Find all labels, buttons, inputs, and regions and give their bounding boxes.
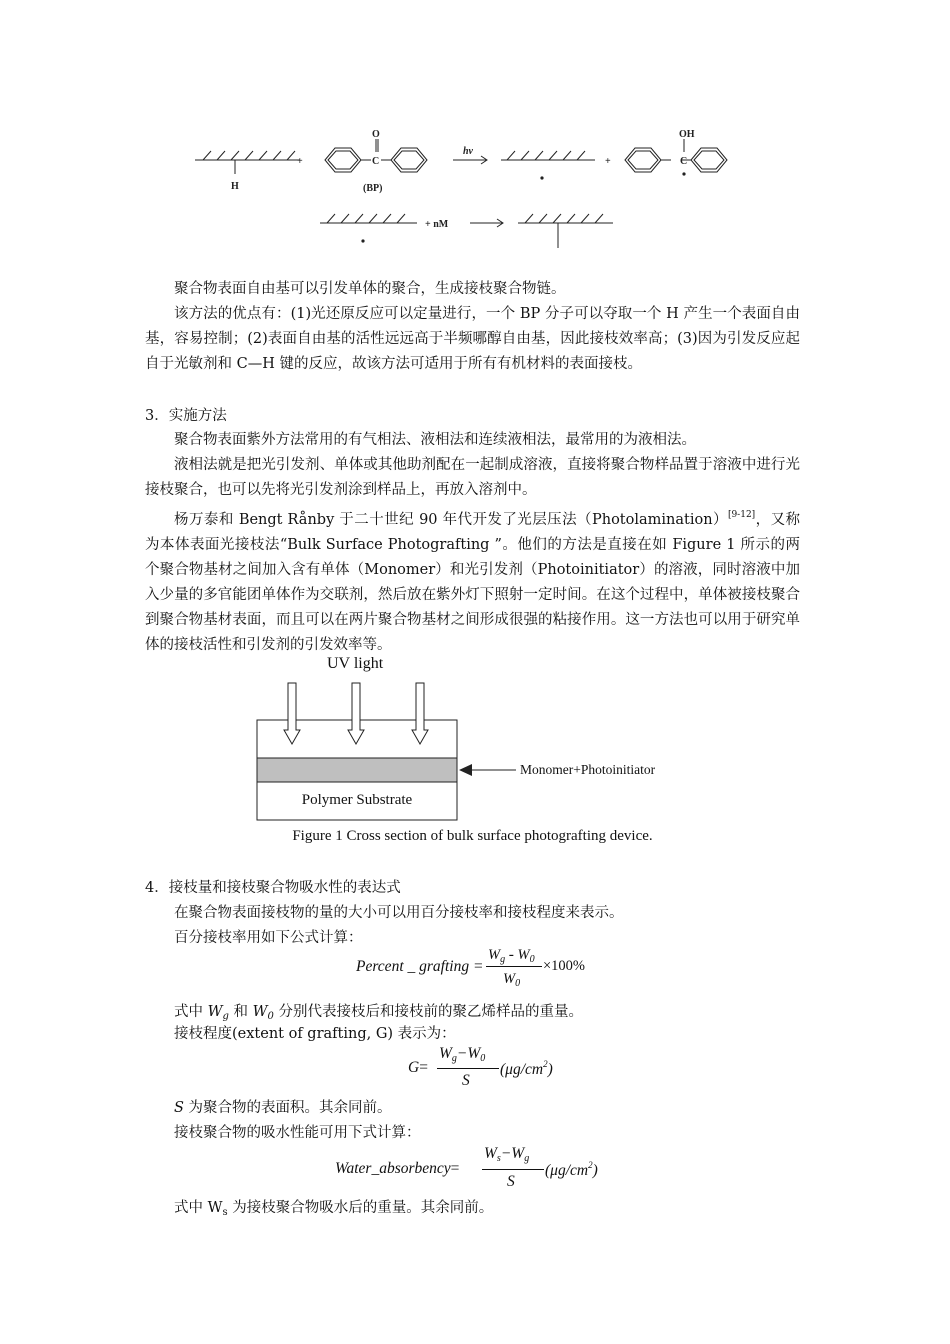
photolamination-text-a: 杨万泰和 Bengt Rånby 于二十世纪 90 年代开发了光层压法（Photolamination） [174, 512, 728, 528]
atom-h: H [231, 181, 239, 192]
surface-radical-dot [540, 176, 543, 179]
eq2-lhs: G= [408, 1059, 428, 1076]
section-heading-4: 4．接枝量和接枝聚合物吸水性的表达式 [145, 880, 401, 896]
surface-area-definition: S 为聚合物的表面积。其余同前。 [174, 1100, 392, 1116]
monomer-photoinitiator-label: Monomer+Photoinitiator [520, 762, 656, 777]
hv-label: hν [463, 146, 473, 157]
eq2-unit: $(\mu g/cm^2)$ [500, 1059, 553, 1078]
atom-oh: OH [679, 129, 695, 140]
photolamination-text-b: ，又称为本体表面光接枝法“Bulk Surface Photografting ”。他们的方法是直接在如 Figure 1 所示的两个聚合物基材之间加入含有单体（Monomer）和光引发剂（Photoinitiator）的溶液，同时溶液中加入少量的多官能团单体作为交联剂，然后放在紫外灯下照射一定时间。在这个过程中，单体被接枝聚合到聚合物基材表面，而且可以在两片聚合物基材之间形成很强的粘接作用。这一方法也可以用于研究单体的接枝活性和引发剂的引发效率等。 [145, 512, 801, 653]
weight-definition-text: 式中 $W_g$ 和 $W_0$ 分别代表接枝后和接枝前的聚乙烯样品的重量。 [174, 1004, 584, 1022]
monomer-label: + nM [425, 219, 449, 230]
uv-arrow-1 [284, 683, 300, 744]
uv-arrow-3 [412, 683, 428, 744]
eq1-lhs: Percent _ grafting [356, 958, 470, 975]
eq3-lhs: Water_absorbency= [335, 1160, 460, 1177]
surface-hatching-3 [327, 214, 405, 223]
ketyl-radical-dot [682, 172, 685, 175]
figure-1-caption: Figure 1 Cross section of bulk surface photografting device. [292, 828, 653, 844]
paragraph-radical-polymerization: 聚合物表面自由基可以引发单体的聚合，生成接枝聚合物链。 [174, 281, 566, 297]
paragraph-photolamination [145, 503, 800, 658]
surface-hatching-2 [507, 151, 585, 160]
monomer-pointer-head [459, 764, 472, 776]
atom-o: O [372, 129, 380, 140]
water-absorbency-intro: 接枝聚合物的吸水性能可用下式计算： [174, 1125, 421, 1141]
polymer-substrate-label: Polymer Substrate [301, 792, 413, 808]
eq2-denominator: S [462, 1072, 470, 1089]
benzene-ring-2-inner [394, 151, 424, 169]
benzene-ring-2 [391, 148, 427, 172]
uv-light-label: UV light [327, 655, 384, 672]
citation-ref[interactable]: [9-12] [727, 510, 756, 520]
benzene-ring-4-inner [694, 151, 724, 169]
eq3-fraction-bar [482, 1169, 544, 1170]
eq1-equals: = [474, 958, 483, 975]
paragraph-liquid-phase: 液相法就是把光引发剂、单体或其他助剂配在一起制成溶液，直接将聚合物样品置于溶液中进行光接枝聚合，也可以先将光引发剂涂到样品上，再放入溶剂中。 [145, 457, 800, 498]
eq1-fraction-bar [486, 966, 542, 967]
grafting-amount-text: 在聚合物表面接枝物的量的大小可以用百分接枝率和接枝程度来表示。 [174, 905, 624, 921]
extent-of-grafting-intro: 接枝程度(extent of grafting, G) 表示为： [174, 1026, 456, 1042]
monomer-layer [257, 758, 457, 782]
benzene-ring-1 [325, 148, 361, 172]
uv-arrow-2 [348, 683, 364, 744]
photoreduction-reaction-scheme [185, 118, 765, 258]
eq3-unit: $(\mu g/cm^2)$ [545, 1160, 598, 1179]
benzene-ring-4 [691, 148, 727, 172]
atom-c-carbonyl: C [372, 156, 380, 167]
surface-hatching-4 [525, 214, 603, 223]
eq3-numerator: $W_s-W_g$ [484, 1145, 530, 1164]
eq1-numerator: $W_g - W_0$ [488, 946, 535, 965]
benzene-ring-3-inner [628, 151, 658, 169]
benzene-ring-3 [625, 148, 661, 172]
section-heading-3: 3．实施方法 [145, 408, 227, 424]
surface-hatching-1 [203, 151, 295, 160]
eq2-fraction-bar [437, 1068, 499, 1069]
plus-sign-1: + [297, 156, 303, 167]
surface-radical-dot-2 [361, 239, 364, 242]
eq1-denominator: $W_0$ [503, 971, 521, 989]
benzene-ring-1-inner [328, 151, 358, 169]
percent-grafting-intro: 百分接枝率用如下公式计算： [174, 930, 363, 946]
paragraph-advantages: 该方法的优点有：(1)光还原反应可以定量进行，一个 BP 分子可以夺取一个 H 产生一个表面自由基，容易控制；(2)表面自由基的活性远远高于半频哪醇自由基，因此接枝效率高；(3)因为引发反应起自于光敏剂和 C—H 键的反应，故该方法可适用于所有有机材料的表面接枝。 [145, 306, 800, 372]
eq1-times-100: ×100% [543, 958, 586, 974]
ws-definition-text: 式中 $W_s$ 为接枝聚合物吸水后的重量。其余同前。 [174, 1200, 494, 1218]
atom-c-ketyl: C [680, 156, 688, 167]
eq2-numerator: $W_g-W_0$ [439, 1045, 486, 1064]
bp-label: (BP) [363, 183, 383, 194]
plus-sign-2: + [605, 156, 611, 167]
eq3-denominator: S [507, 1173, 515, 1190]
paragraph-methods: 聚合物表面紫外方法常用的有气相法、液相法和连续液相法，最常用的为液相法。 [174, 432, 696, 448]
